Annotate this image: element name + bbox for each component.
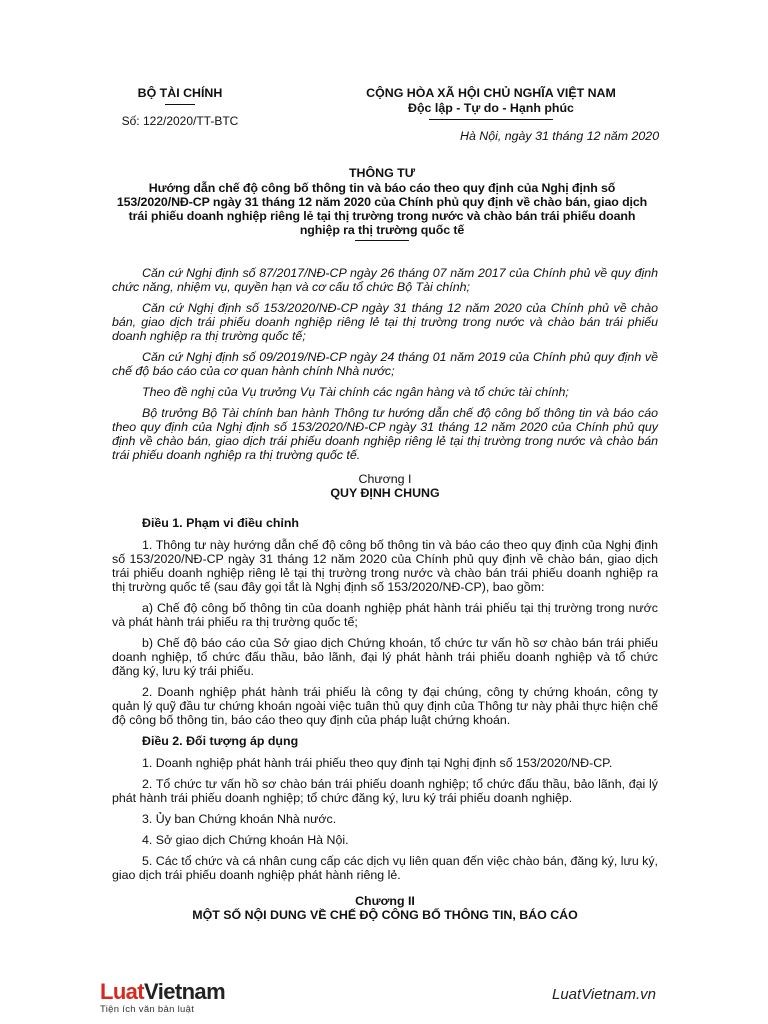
document-summary: Hướng dẫn chế độ công bố thông tin và báo cáo theo quy định của Nghị định số 153/2020/NĐ-CP ngày 31 tháng 12 năm 2020 của Chính phủ quy định về chào bán, giao dịch trái phiếu doanh nghiệp riêng lẻ tại thị trường trong nước và chào bán trái phiếu doanh nghiệp ra thị trường quốc tế: [116, 181, 648, 237]
ministry-underline: [165, 104, 195, 105]
issuer-block: [112, 86, 248, 128]
article-2-paragraph: 2. Tổ chức tư vấn hồ sơ chào bán trái phiếu doanh nghiệp; tổ chức đấu thầu, bảo lãnh, đại lý phát hành trái phiếu doanh nghiệp; tổ chức đăng ký, lưu ký trái phiếu doanh nghiệp.: [112, 777, 658, 805]
legal-basis: [112, 266, 658, 462]
country-name: CỘNG HÒA XÃ HỘI CHỦ NGHĨA VIỆT NAM: [366, 86, 616, 100]
logo-word-luat: Luat: [100, 979, 145, 1004]
article-2-title: Điều 2. Đối tượng áp dụng: [142, 734, 299, 748]
chapter-1-name: QUY ĐỊNH CHUNG: [330, 486, 440, 500]
chapter-1-heading: [112, 472, 658, 500]
footer-site-url[interactable]: LuatVietnam.vn: [552, 986, 656, 1003]
ministry-name: BỘ TÀI CHÍNH: [137, 86, 223, 100]
article-1-paragraph: 2. Doanh nghiệp phát hành trái phiếu là công ty đại chúng, công ty chứng khoán, công ty quản lý quỹ đầu tư chứng khoán ngoài việc tuân thủ quy định của Thông tư này phải thực hiện chế độ công bố thông tin, báo cáo theo quy định của pháp luật chứng khoán.: [112, 685, 658, 727]
article-1-title: Điều 1. Phạm vi điều chỉnh: [142, 516, 299, 530]
national-title-block: [346, 86, 636, 120]
document-title-block: [112, 166, 652, 241]
document-type: THÔNG TƯ: [348, 166, 416, 180]
motto-underline: [429, 119, 553, 120]
title-underline: [355, 240, 409, 241]
national-motto: Độc lập - Tự do - Hạnh phúc: [408, 101, 574, 115]
basis-paragraph: Căn cứ Nghị định số 87/2017/NĐ-CP ngày 26 tháng 07 năm 2017 của Chính phủ về quy định chức năng, nhiệm vụ, quyền hạn và cơ cấu tổ chức Bộ Tài chính;: [112, 266, 658, 294]
document-number: Số: 122/2020/TT-BTC: [121, 114, 239, 128]
article-2-paragraph: 3. Ủy ban Chứng khoán Nhà nước.: [142, 812, 337, 826]
article-2-paragraph: 4. Sở giao dịch Chứng khoán Hà Nội.: [142, 833, 349, 847]
article-2-paragraph: 5. Các tổ chức và cá nhân cung cấp các dịch vụ liên quan đến việc chào bán, đăng ký, lưu ký, giao dịch trái phiếu doanh nghiệp phát hành riêng lẻ.: [112, 854, 658, 882]
chapter-2-heading: [112, 894, 658, 922]
basis-paragraph: Căn cứ Nghị định số 09/2019/NĐ-CP ngày 24 tháng 01 năm 2019 của Chính phủ quy định về chế độ báo cáo của cơ quan hành chính Nhà nước;: [112, 350, 658, 378]
article-1-paragraph: b) Chế độ báo cáo của Sở giao dịch Chứng khoán, tổ chức tư vấn hồ sơ chào bán trái phiếu doanh nghiệp, tổ chức đấu thầu, bảo lãnh, đại lý phát hành trái phiếu doanh nghiệp và tổ chức đăng ký, lưu ký trái phiếu.: [112, 636, 658, 678]
chapter-2-name: MỘT SỐ NỘI DUNG VỀ CHẾ ĐỘ CÔNG BỐ THÔNG TIN, BÁO CÁO: [192, 908, 578, 922]
basis-paragraph: Bộ trưởng Bộ Tài chính ban hành Thông tư hướng dẫn chế độ công bố thông tin và báo cáo theo quy định của Nghị định số 153/2020/NĐ-CP ngày 31 tháng 12 năm 2020 của Chính phủ quy định về chào bán, giao dịch trái phiếu doanh nghiệp riêng lẻ tại thị trường trong nước và chào bán trái phiếu doanh nghiệp ra thị trường quốc tế.: [112, 406, 658, 462]
basis-paragraph: Theo đề nghị của Vụ trưởng Vụ Tài chính các ngân hàng và tổ chức tài chính;: [142, 385, 569, 399]
chapter-1-number: Chương I: [358, 472, 412, 486]
place-date: Hà Nội, ngày 31 tháng 12 năm 2020: [460, 129, 660, 143]
logo-wordmark: [100, 981, 225, 1003]
basis-paragraph: Căn cứ Nghị định số 153/2020/NĐ-CP ngày 31 tháng 12 năm 2020 của Chính phủ về chào bán, giao dịch trái phiếu doanh nghiệp riêng lẻ tại thị trường trong nước và chào bán trái phiếu doanh nghiệp ra thị trường quốc tế;: [112, 301, 658, 343]
logo-tagline: Tiện ích văn bản luật: [100, 1004, 195, 1015]
article-2-paragraph: 1. Doanh nghiệp phát hành trái phiếu theo quy định tại Nghị định số 153/2020/NĐ-CP.: [142, 756, 613, 770]
document-body: [112, 266, 658, 938]
luatvietnam-logo: [100, 981, 225, 1015]
logo-word-vietnam: Vietnam: [144, 979, 226, 1004]
article-1-paragraph: a) Chế độ công bố thông tin của doanh nghiệp phát hành trái phiếu tại thị trường trong nước và phát hành trái phiếu ra thị trường quốc tế;: [112, 601, 658, 629]
article-1-paragraph: 1. Thông tư này hướng dẫn chế độ công bố thông tin và báo cáo theo quy định của Nghị định số 153/2020/NĐ-CP ngày 31 tháng 12 năm 2020 của Chính phủ quy định về chào bán, giao dịch trái phiếu doanh nghiệp riêng lẻ tại thị trường trong nước và chào bán trái phiếu doanh nghiệp ra thị trường quốc tế (sau đây gọi tắt là Nghị định số 153/2020/NĐ-CP), bao gồm:: [112, 538, 658, 594]
chapter-2-number: Chương II: [355, 894, 415, 908]
